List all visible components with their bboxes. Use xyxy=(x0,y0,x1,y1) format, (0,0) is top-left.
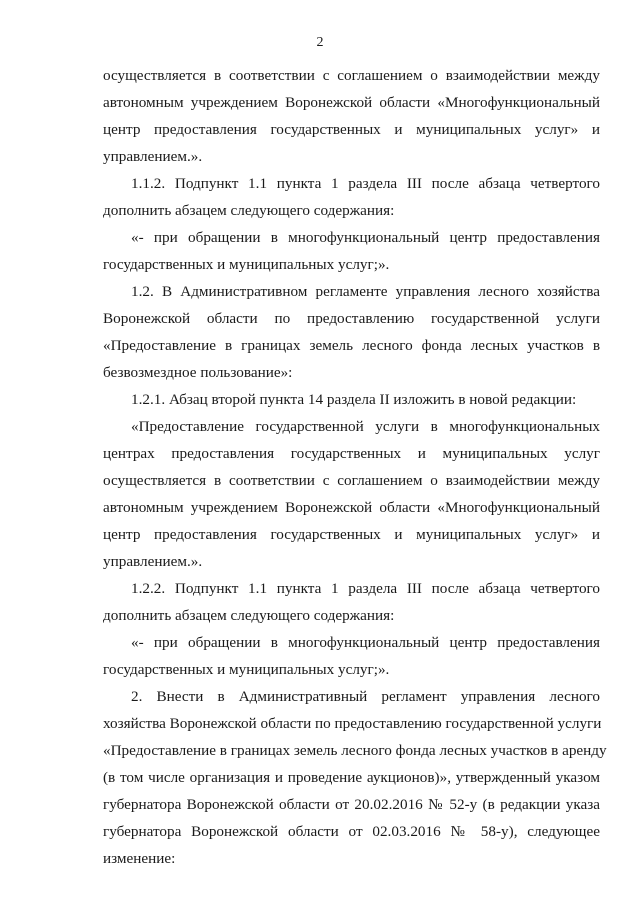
text-line: 1.1.2. Подпункт 1.1 пункта 1 раздела III после абзаца четвертого xyxy=(131,175,600,192)
text-line: дополнить абзацем следующего содержания: xyxy=(103,202,395,219)
text-line: губернатора Воронежской области от 20.02.2016 № 52-у (в редакции указа xyxy=(103,796,600,813)
text-line: «- при обращении в многофункциональный центр предоставления xyxy=(131,229,600,246)
page-number: 2 xyxy=(316,35,324,50)
text-line: 1.2. В Административном регламенте управления лесного хозяйства xyxy=(131,283,600,300)
text-line: «- при обращении в многофункциональный центр предоставления xyxy=(131,634,600,651)
text-line: изменение: xyxy=(103,850,176,867)
text-line: управлением.». xyxy=(103,553,203,570)
text-line: «Предоставление в границах земель лесного фонда лесных участков в аренду xyxy=(103,742,607,759)
text-line: 2. Внести в Административный регламент управления лесного xyxy=(131,688,600,705)
text-line: Воронежской области по предоставлению государственной услуги xyxy=(103,310,600,327)
text-line: центр предоставления государственных и муниципальных услуг» и xyxy=(103,526,600,543)
document-body xyxy=(103,62,607,872)
text-line: автономным учреждением Воронежской области «Многофункциональный xyxy=(103,499,600,516)
text-line: 1.2.1. Абзац второй пункта 14 раздела II изложить в новой редакции: xyxy=(131,391,577,408)
text-line: центр предоставления государственных и муниципальных услуг» и xyxy=(103,121,600,138)
text-line: хозяйства Воронежской области по предоставлению государственной услуги xyxy=(103,715,602,732)
text-line: осуществляется в соответствии с соглашением о взаимодействии между xyxy=(103,472,600,489)
text-line: «Предоставление в границах земель лесного фонда лесных участков в xyxy=(103,337,600,354)
text-line: осуществляется в соответствии с соглашением о взаимодействии между xyxy=(103,67,600,84)
text-line: безвозмездное пользование»: xyxy=(103,364,293,381)
text-line: губернатора Воронежской области от 02.03.2016 № 58-у), следующее xyxy=(103,823,600,840)
text-line: государственных и муниципальных услуг;». xyxy=(103,661,390,678)
text-line: (в том числе организация и проведение аукционов)», утвержденный указом xyxy=(103,769,600,786)
text-line: управлением.». xyxy=(103,148,203,165)
text-line: 1.2.2. Подпункт 1.1 пункта 1 раздела III после абзаца четвертого xyxy=(131,580,600,597)
text-line: автономным учреждением Воронежской области «Многофункциональный xyxy=(103,94,600,111)
text-line: государственных и муниципальных услуг;». xyxy=(103,256,390,273)
text-line: дополнить абзацем следующего содержания: xyxy=(103,607,395,624)
text-line: «Предоставление государственной услуги в многофункциональных xyxy=(131,418,600,435)
text-line: центрах предоставления государственных и муниципальных услуг xyxy=(103,445,600,462)
